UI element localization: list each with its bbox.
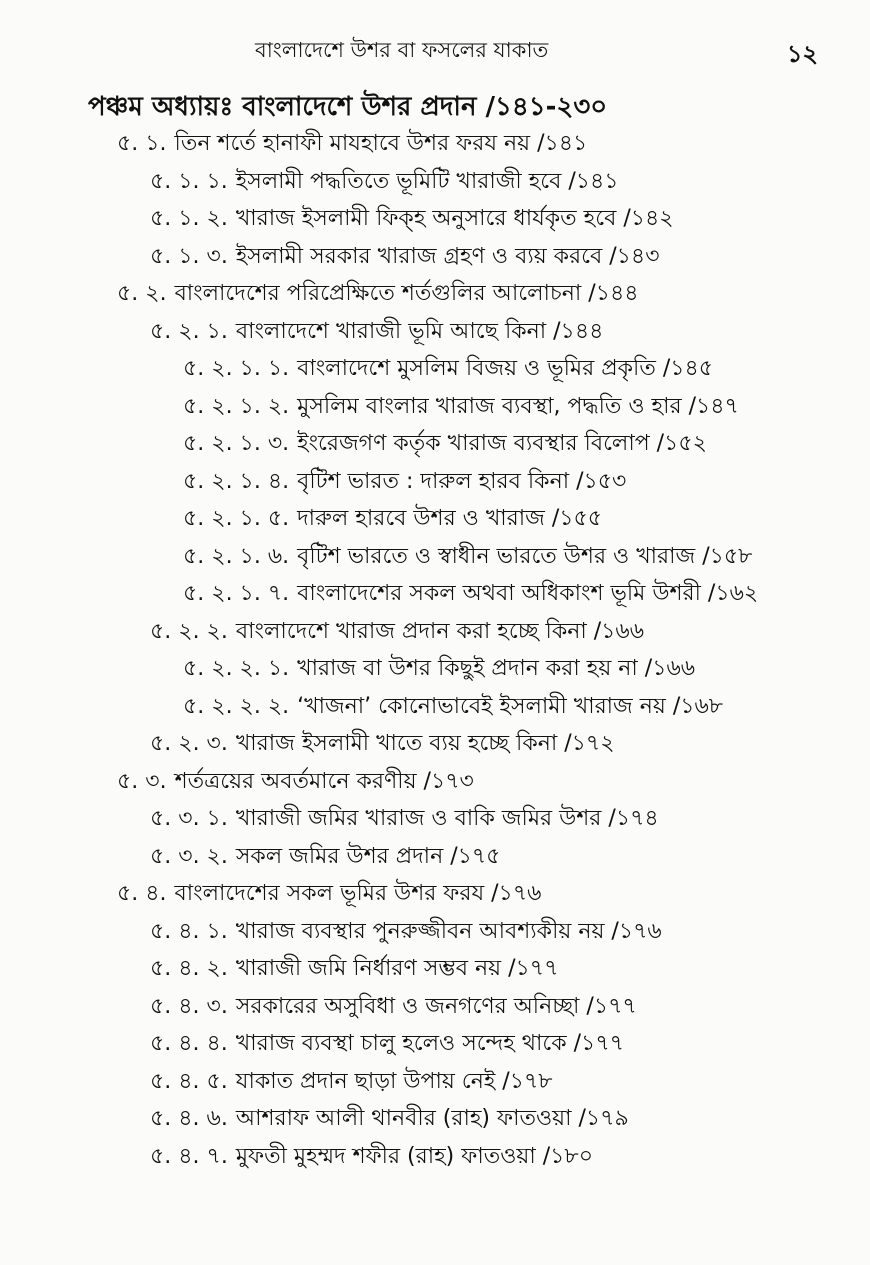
toc-entry-number: ৫. ৪. ৭. (150, 1143, 228, 1169)
toc-entry (150, 918, 662, 946)
toc-entry (117, 768, 474, 796)
toc-entry-title: ‘খাজনা’ কোনোভাবেই ইসলামী খারাজ নয় /১৬৮ (297, 693, 724, 719)
toc-entry-title: মুফতী মুহম্মদ শফীর (রাহ) ফাতওয়া /১৮০ (235, 1143, 594, 1169)
toc-entry (183, 580, 758, 608)
toc-entry-title: খারাজ ব্যবস্থার পুনরুজ্জীবন আবশ্যকীয় নয় /১৭৬ (235, 918, 662, 944)
toc-entry-number: ৫. ২. ২. ২. (183, 693, 290, 719)
toc-entry (150, 1030, 624, 1058)
toc-entry (117, 130, 587, 158)
toc-entry-number: ৫. ৩. ১. (150, 806, 228, 831)
toc-entry-title: সরকারের অসুবিধা ও জনগণের অনিচ্ছা /১৭৭ (235, 993, 637, 1019)
toc-entry (183, 355, 713, 383)
toc-entry-title: বাংলাদেশের পরিপ্রেক্ষিতে শর্তগুলির আলোচনা /১৪৪ (174, 281, 639, 306)
running-title: বাংলাদেশে উশর বা ফসলের যাকাত (255, 38, 549, 62)
toc-entry-number: ৫. ২. ১. ৬. (183, 543, 290, 569)
toc-entry-title: খারাজ বা উশর কিছুই প্রদান করা হয় না /১৬৬ (297, 656, 696, 681)
toc-entry-title: বাংলাদেশে খারাজ প্রদান করা হচ্ছে কিনা /১৬৬ (235, 618, 645, 644)
toc-entry-number: ৫. ২. ১. ৩. (183, 431, 290, 456)
toc-entry-title: বৃটিশ ভারত : দারুল হারব কিনা /১৫৩ (297, 468, 627, 494)
toc-entry-title: যাকাত প্রদান ছাড়া উপায় নেই /১৭৮ (235, 1068, 553, 1094)
toc-entry-number: ৫. ৪. ৫. (150, 1068, 228, 1094)
toc-entry-number: ৫. ৪. ৩. (150, 993, 228, 1019)
toc-entry-title: ইংরেজগণ কর্তৃক খারাজ ব্যবস্থার বিলোপ /১৫২ (297, 431, 707, 456)
toc-entry-number: ৫. ২. ১. (150, 318, 228, 344)
toc-entry (150, 618, 644, 646)
toc-entry-number: ৫. ২. ১. ৪. (183, 468, 290, 494)
toc-entry (183, 393, 739, 421)
toc-entry-title: বৃটিশ ভারতে ও স্বাধীন ভারতে উশর ও খারাজ /১৫৮ (297, 543, 753, 569)
toc-entry (117, 280, 639, 308)
toc-entry-title: বাংলাদেশের সকল ভূমির উশর ফরয /১৭৬ (174, 881, 542, 906)
toc-entry-title: ইসলামী পদ্ধতিতে ভূমিটি খারাজী হবে /১৪১ (235, 168, 619, 194)
toc-entry-title: মুসলিম বাংলার খারাজ ব্যবস্থা, পদ্ধতি ও হার /১৪৭ (297, 393, 739, 419)
toc-entry-number: ৫. ২. (117, 281, 167, 306)
toc-entry (183, 468, 626, 496)
toc-entry (150, 1143, 593, 1171)
toc-entry (150, 1105, 629, 1133)
toc-entry (150, 805, 659, 833)
toc-entry-number: ৫. ১. ১. (150, 168, 228, 194)
toc-entry-number: ৫. ৪. (117, 881, 167, 906)
toc-entry-number: ৫. ৪. ৬. (150, 1106, 228, 1131)
toc-entry-title: খারাজ ইসলামী খাতে ব্যয় হচ্ছে কিনা /১৭২ (235, 731, 615, 756)
toc-entry-title: বাংলাদেশে মুসলিম বিজয় ও ভূমির প্রকৃতি /১৪৫ (297, 356, 714, 381)
toc-entry-title: দারুল হারবে উশর ও খারাজ /১৫৫ (297, 506, 603, 531)
toc-entry (150, 205, 674, 233)
toc-entry-number: ৫. ৪. ৪. (150, 1031, 228, 1056)
toc-entry (150, 318, 603, 346)
toc-entry (150, 1068, 553, 1096)
toc-entry-title: বাংলাদেশে খারাজী ভূমি আছে কিনা /১৪৪ (235, 318, 604, 344)
toc-entry (183, 543, 752, 571)
toc-entry-number: ৫. ৪. ১. (150, 918, 228, 944)
toc-entry-number: ৫. ২. ১. ২. (183, 393, 290, 419)
toc-entry-number: ৫. ২. ২. (150, 618, 228, 644)
toc-entry-title: খারাজ ইসলামী ফিক্‌হ অনুসারে ধার্যকৃত হবে /১৪২ (235, 206, 674, 231)
toc-entry (150, 243, 660, 271)
toc-entry-number: ৫. ১. ২. (150, 206, 228, 231)
toc-entry-title: বাংলাদেশের সকল অথবা অধিকাংশ ভূমি উশরী /১৬২ (297, 581, 759, 606)
toc-entry (117, 880, 541, 908)
toc-entry (150, 168, 619, 196)
toc-entry-number: ৫. ২. ১. ৭. (183, 581, 290, 606)
toc-entry (150, 955, 558, 983)
toc-entry (150, 843, 500, 871)
toc-entry-title: তিন শর্তে হানাফী মাযহাবে উশর ফরয নয় /১৪১ (174, 131, 588, 156)
toc-entry-title: ইসলামী সরকার খারাজ গ্রহণ ও ব্যয় করবে /১৪৩ (235, 243, 660, 269)
toc-entry-number: ৫. ৪. ২. (150, 956, 228, 981)
toc-entry-title: খারাজী জমির খারাজ ও বাকি জমির উশর /১৭৪ (235, 806, 659, 831)
toc-entry-number: ৫. ২. ১. ১. (183, 356, 290, 381)
toc-entry (183, 505, 602, 533)
page-header (0, 34, 870, 74)
toc-entry-number: ৫. ৩. (117, 768, 167, 794)
toc-entry (183, 655, 695, 683)
toc-entry-number: ৫. ২. ২. ১. (183, 656, 290, 681)
toc-entry-number: ৫. ২. ৩. (150, 731, 228, 756)
toc-entry-title: খারাজ ব্যবস্থা চালু হলেও সন্দেহ থাকে /১৭৭ (235, 1031, 624, 1056)
toc-entry-number: ৫. ১. (117, 131, 167, 156)
toc-entry (150, 730, 615, 758)
toc-entry (183, 693, 723, 721)
chapter-heading: পঞ্চম অধ্যায়ঃ বাংলাদেশে উশর প্রদান /১৪১-২৩০ (88, 92, 608, 122)
page-number: ১২ (786, 40, 818, 68)
toc-entry-title: সকল জমির উশর প্রদান /১৭৫ (235, 843, 501, 869)
toc-entry-number: ৫. ১. ৩. (150, 243, 228, 269)
toc-entry-title: আশরাফ আলী থানবীর (রাহ) ফাতওয়া /১৭৯ (235, 1106, 629, 1131)
toc-entry-title: শর্তত্রয়ের অবর্তমানে করণীয় /১৭৩ (174, 768, 474, 794)
toc-entry-title: খারাজী জমি নির্ধারণ সম্ভব নয় /১৭৭ (235, 956, 559, 981)
toc-entry-number: ৫. ৩. ২. (150, 843, 228, 869)
toc-entry (183, 430, 707, 458)
toc-entry (150, 993, 637, 1021)
toc-entry-number: ৫. ২. ১. ৫. (183, 506, 290, 531)
